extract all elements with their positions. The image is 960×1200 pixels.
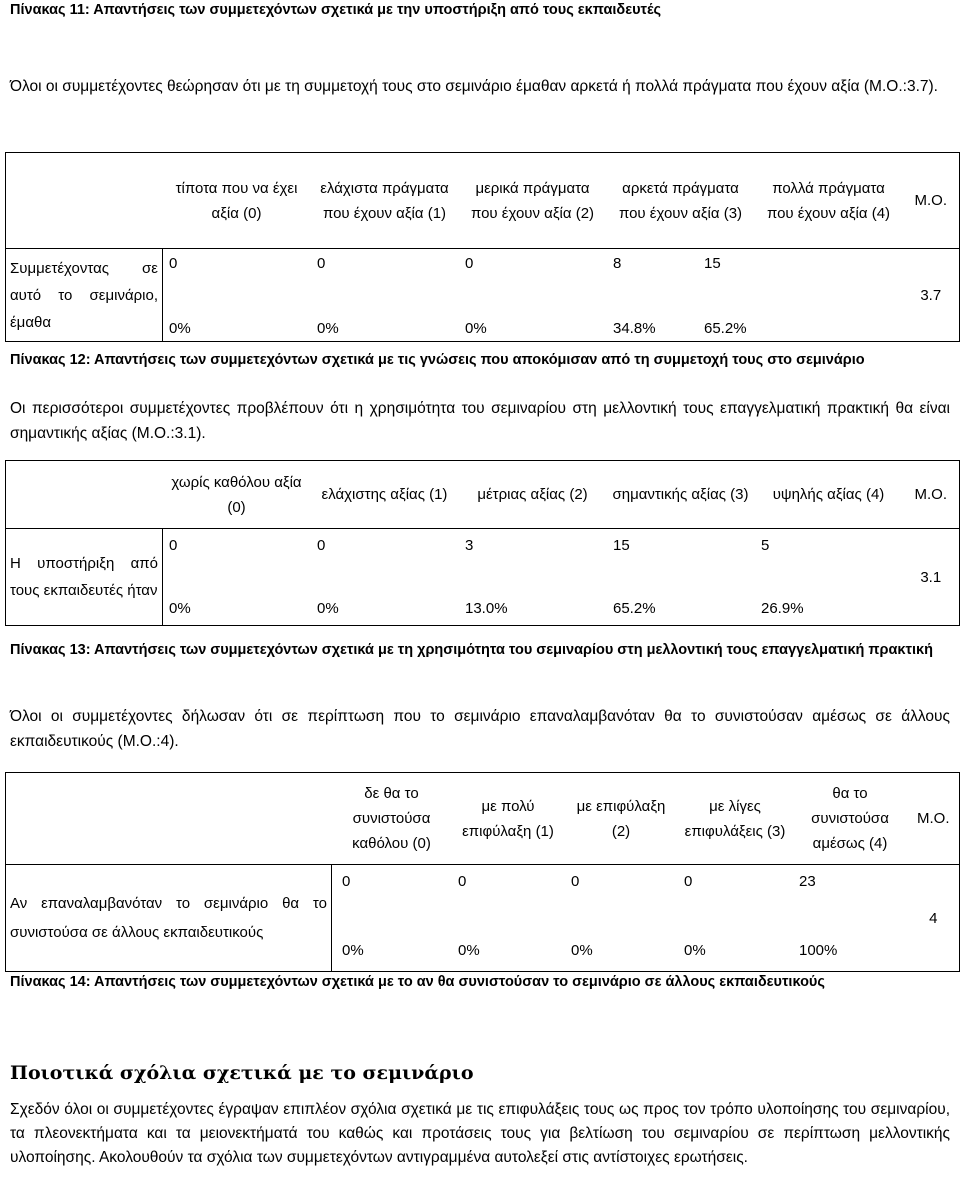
table-13-percents-row <box>169 600 903 617</box>
table-14-count-2: 0 <box>571 873 580 890</box>
table-13-header-row <box>6 461 960 529</box>
table-13-corner <box>6 461 163 529</box>
table-13-mean: 3.1 <box>903 529 960 626</box>
table-12-row-label: Συμμετέχοντας σε αυτό το σεμινάριο, έμαθα <box>6 249 163 342</box>
table-13-data-row <box>6 529 960 626</box>
table-13 <box>5 460 960 626</box>
table-12-percents-row <box>169 320 903 337</box>
table-13-count-4: 5 <box>761 537 770 554</box>
table-14-corner <box>6 773 332 865</box>
table-13-count-3: 15 <box>613 537 630 554</box>
table-12 <box>5 152 960 342</box>
table-13-header-3: σημαντικής αξίας (3) <box>607 461 755 529</box>
table-13-caption: Πίνακας 13: Απαντήσεις των συμμετεχόντων σχετικά με τη χρησιμότητα του σεμιναρίου στη μελλοντική τους επαγγελματική πρακτική <box>10 642 933 658</box>
table-14-header-2: με επιφύλαξη (2) <box>565 773 678 865</box>
table-13-counts-row <box>169 537 903 554</box>
table-13-row-label: Η υποστήριξη από τους εκπαιδευτές ήταν <box>6 529 163 626</box>
table-13-values <box>163 529 903 626</box>
table-14-header-1: με πολύ επιφύλαξη (1) <box>452 773 565 865</box>
table-12-count-0: 0 <box>169 255 178 272</box>
table-13-count-1: 0 <box>317 537 326 554</box>
table-12-count-4: 15 <box>704 255 721 272</box>
table-12-percent-3: 34.8% <box>613 320 656 337</box>
table-12-header-row <box>6 153 960 249</box>
table-14-header-0: δε θα το συνιστούσα καθόλου (0) <box>332 773 452 865</box>
table-14-header-4: θα το συνιστούσα αμέσως (4) <box>793 773 908 865</box>
table-14-percent-3: 0% <box>684 942 706 959</box>
table-12-header-1: ελάχιστα πράγματα που έχουν αξία (1) <box>311 153 459 249</box>
table-12-count-1: 0 <box>317 255 326 272</box>
table-12-count-2: 0 <box>465 255 474 272</box>
table-13-header-4: υψηλής αξίας (4) <box>755 461 903 529</box>
table-14-header-mean: Μ.Ο. <box>908 773 960 865</box>
table-14-percent-1: 0% <box>458 942 480 959</box>
table-12-caption: Πίνακας 12: Απαντήσεις των συμμετεχόντων σχετικά με τις γνώσεις που αποκόμισαν από τη συμμετοχή τους στο σεμινάριο <box>10 352 865 368</box>
table-14 <box>5 772 960 972</box>
table-13-intro: Οι περισσότεροι συμμετέχοντες προβλέπουν ότι η χρησιμότητα του σεμιναρίου στη μελλοντική τους επαγγελματική πρακτική θα είναι σημαντικής αξίας (Μ.Ο.:3.1). <box>10 400 950 442</box>
table-12-header-0: τίποτα που να έχει αξία (0) <box>163 153 311 249</box>
table-14-count-0: 0 <box>342 873 351 890</box>
table-13-percent-0: 0% <box>169 600 191 617</box>
table-12-header-4: πολλά πράγματα που έχουν αξία (4) <box>755 153 903 249</box>
table-14-caption: Πίνακας 14: Απαντήσεις των συμμετεχόντων σχετικά με το αν θα συνιστούσαν το σεμινάριο σε άλλους εκπαιδευτικούς <box>10 974 825 990</box>
table-14-header-row <box>6 773 960 865</box>
table-14-percent-2: 0% <box>571 942 593 959</box>
closing-paragraph: Σχεδόν όλοι οι συμμετέχοντες έγραψαν επιπλέον σχόλια σχετικά με τις επιφυλάξεις τους ως προς τον τρόπο υλοποίησης του σεμιναρίου, τα πλεονεκτήματα και τα μειονεκτήματά του καθώς και προτάσεις τους για βελτίωση του σεμιναρίου σε περίπτωση μελλοντικής υλοποίησης. Ακολουθούν τα σχόλια των συμμετεχόντων αντιγραμμένα αυτολεξεί στις αντίστοιχες ερωτήσεις. <box>10 1101 950 1166</box>
table-11-caption: Πίνακας 11: Απαντήσεις των συμμετεχόντων σχετικά με την υποστήριξη από τους εκπαιδευτές <box>10 2 662 18</box>
table-12-percent-0: 0% <box>169 320 191 337</box>
table-12-intro: Όλοι οι συμμετέχοντες θεώρησαν ότι με τη συμμετοχή τους στο σεμινάριο έμαθαν αρκετά ή πολλά πράγματα που έχουν αξία (Μ.Ο.:3.7). <box>10 78 938 95</box>
table-14-percent-0: 0% <box>342 942 364 959</box>
table-13-header-0: χωρίς καθόλου αξία (0) <box>163 461 311 529</box>
table-13-percent-3: 65.2% <box>613 600 656 617</box>
table-14-percents-row <box>342 942 908 959</box>
table-12-data-row <box>6 249 960 342</box>
table-13-count-2: 3 <box>465 537 474 554</box>
table-12-header-2: μερικά πράγματα που έχουν αξία (2) <box>459 153 607 249</box>
table-12-values <box>163 249 903 342</box>
table-14-count-4: 23 <box>799 873 816 890</box>
table-14-intro: Όλοι οι συμμετέχοντες δήλωσαν ότι σε περίπτωση που το σεμινάριο επαναλαμβανόταν θα το συνιστούσαν αμέσως σε άλλους εκπαιδευτικούς (Μ.Ο.:4). <box>10 708 950 750</box>
table-14-count-1: 0 <box>458 873 467 890</box>
table-13-count-0: 0 <box>169 537 178 554</box>
table-14-percent-4: 100% <box>799 942 838 959</box>
table-14-data-row <box>6 865 960 972</box>
table-14-values <box>332 865 908 972</box>
table-13-percent-1: 0% <box>317 600 339 617</box>
table-13-percent-4: 26.9% <box>761 600 804 617</box>
table-12-count-3: 8 <box>613 255 622 272</box>
table-12-percent-4: 65.2% <box>704 320 747 337</box>
table-12-header-3: αρκετά πράγματα που έχουν αξία (3) <box>607 153 755 249</box>
table-13-header-mean: Μ.Ο. <box>903 461 960 529</box>
table-14-counts-row <box>342 873 908 890</box>
table-14-row-label: Αν επαναλαμβανόταν το σεμινάριο θα το συνιστούσα σε άλλους εκπαιδευτικούς <box>6 865 332 972</box>
table-14-count-3: 0 <box>684 873 693 890</box>
table-12-mean: 3.7 <box>903 249 960 342</box>
table-13-percent-2: 13.0% <box>465 600 508 617</box>
table-14-mean: 4 <box>908 865 960 972</box>
table-12-header-mean: Μ.Ο. <box>903 153 960 249</box>
table-12-percent-2: 0% <box>465 320 487 337</box>
table-14-header-3: με λίγες επιφυλάξεις (3) <box>678 773 793 865</box>
table-13-header-1: ελάχιστης αξίας (1) <box>311 461 459 529</box>
table-12-corner <box>6 153 163 249</box>
table-12-percent-1: 0% <box>317 320 339 337</box>
table-13-header-2: μέτριας αξίας (2) <box>459 461 607 529</box>
table-12-counts-row <box>169 255 903 272</box>
section-title: Ποιοτικά σχόλια σχετικά με το σεμινάριο <box>10 1062 474 1084</box>
